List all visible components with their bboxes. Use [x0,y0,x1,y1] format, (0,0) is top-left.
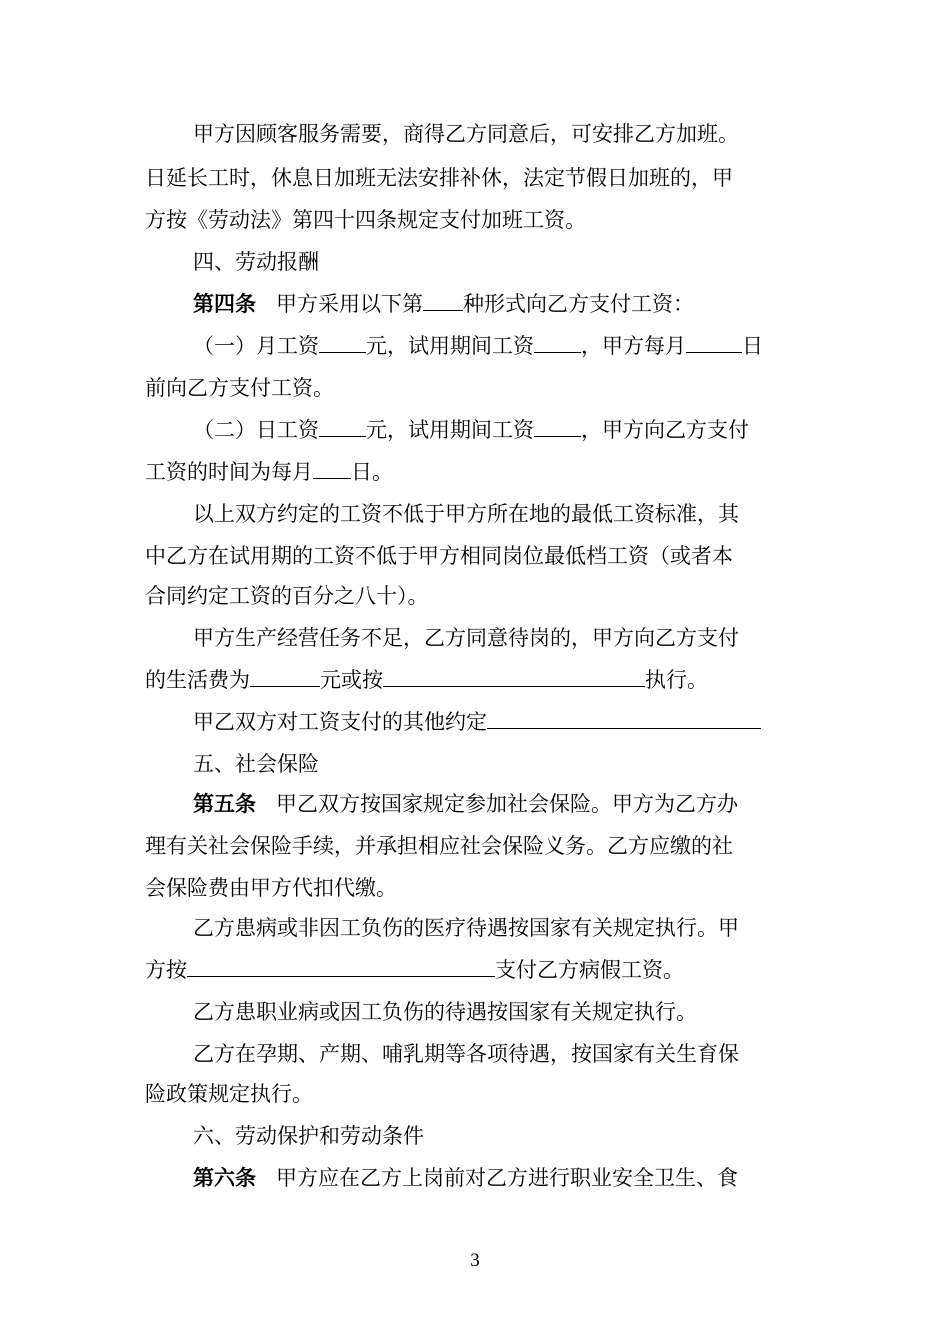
option-daily-wage-line-2: 工资的时间为每月 日。 [145,460,393,484]
section-heading-social-insurance: 五、社会保险 [193,752,319,776]
option-daily-wage: （二）日工资 元，试用期间工资 ，甲方向乙方支付 [193,418,749,442]
article-6-label: 第六条 [193,1166,256,1190]
paragraph-sick-leave-line-1: 乙方患病或非因工负伤的医疗待遇按国家有关规定执行。甲 [193,916,739,940]
paragraph-sick-leave-line-2: 方按 支付乙方病假工资。 [145,958,684,982]
paragraph-other-agreements: 甲乙双方对工资支付的其他约定 [193,708,761,736]
paragraph-overtime-line-2: 日延长工时，休息日加班无法安排补休，法定节假日加班的，甲 [145,166,733,190]
blank-probation-wage [534,332,581,353]
blank-daily-pay-day [313,458,351,479]
section-heading-labor-protection: 六、劳动保护和劳动条件 [193,1124,424,1148]
paragraph-standby-line-1: 甲方生产经营任务不足，乙方同意待岗的，甲方向乙方支付 [193,626,739,650]
blank-pay-day [686,332,742,353]
blank-other-agreements [487,708,761,729]
blank-probation-daily-wage [534,416,581,437]
section-heading-labor-pay: 四、劳动报酬 [193,250,319,274]
page-number: 3 [470,1250,480,1271]
paragraph-minimum-wage-line-1: 以上双方约定的工资不低于甲方所在地的最低工资标准，其 [193,502,739,526]
article-4-label: 第四条 [193,292,256,316]
paragraph-minimum-wage-line-2: 中乙方在试用期的工资不低于甲方相同岗位最低档工资（或者本 [145,544,733,568]
blank-allowance-basis [383,666,645,687]
paragraph-maternity-line-2: 险政策规定执行。 [145,1082,313,1106]
article-4: 第四条 甲方采用以下第 种形式向乙方支付工资： [193,292,695,316]
article-5: 第五条 甲乙双方按国家规定参加社会保险。甲方为乙方办 [193,792,739,816]
article-5-label: 第五条 [193,792,256,816]
paragraph-overtime-line-1: 甲方因顾客服务需要，商得乙方同意后，可安排乙方加班。 [193,122,739,146]
option-monthly-wage-line-2: 前向乙方支付工资。 [145,376,334,400]
paragraph-minimum-wage-line-3: 合同约定工资的百分之八十）。 [145,584,429,608]
article-6: 第六条 甲方应在乙方上岗前对乙方进行职业安全卫生、食 [193,1166,739,1190]
paragraph-overtime-line-3: 方按《劳动法》第四十四条规定支付加班工资。 [145,208,586,232]
blank-living-allowance [250,666,320,687]
blank-sick-pay-basis [187,956,495,977]
paragraph-maternity-line-1: 乙方在孕期、产期、哺乳期等各项待遇，按国家有关生育保 [193,1042,739,1066]
paragraph-standby-line-2: 的生活费为 元或按 执行。 [145,668,708,692]
article-5-line-3: 会保险费由甲方代扣代缴。 [145,876,397,900]
paragraph-occupational-injury: 乙方患职业病或因工负伤的待遇按国家有关规定执行。 [193,1000,697,1024]
blank-monthly-wage [319,332,366,353]
article-5-line-2: 理有关社会保险手续，并承担相应社会保险义务。乙方应缴的社 [145,834,733,858]
blank-form-number [423,290,463,311]
option-monthly-wage: （一）月工资 元，试用期间工资 ，甲方每月 日 [193,334,763,358]
blank-daily-wage [319,416,366,437]
